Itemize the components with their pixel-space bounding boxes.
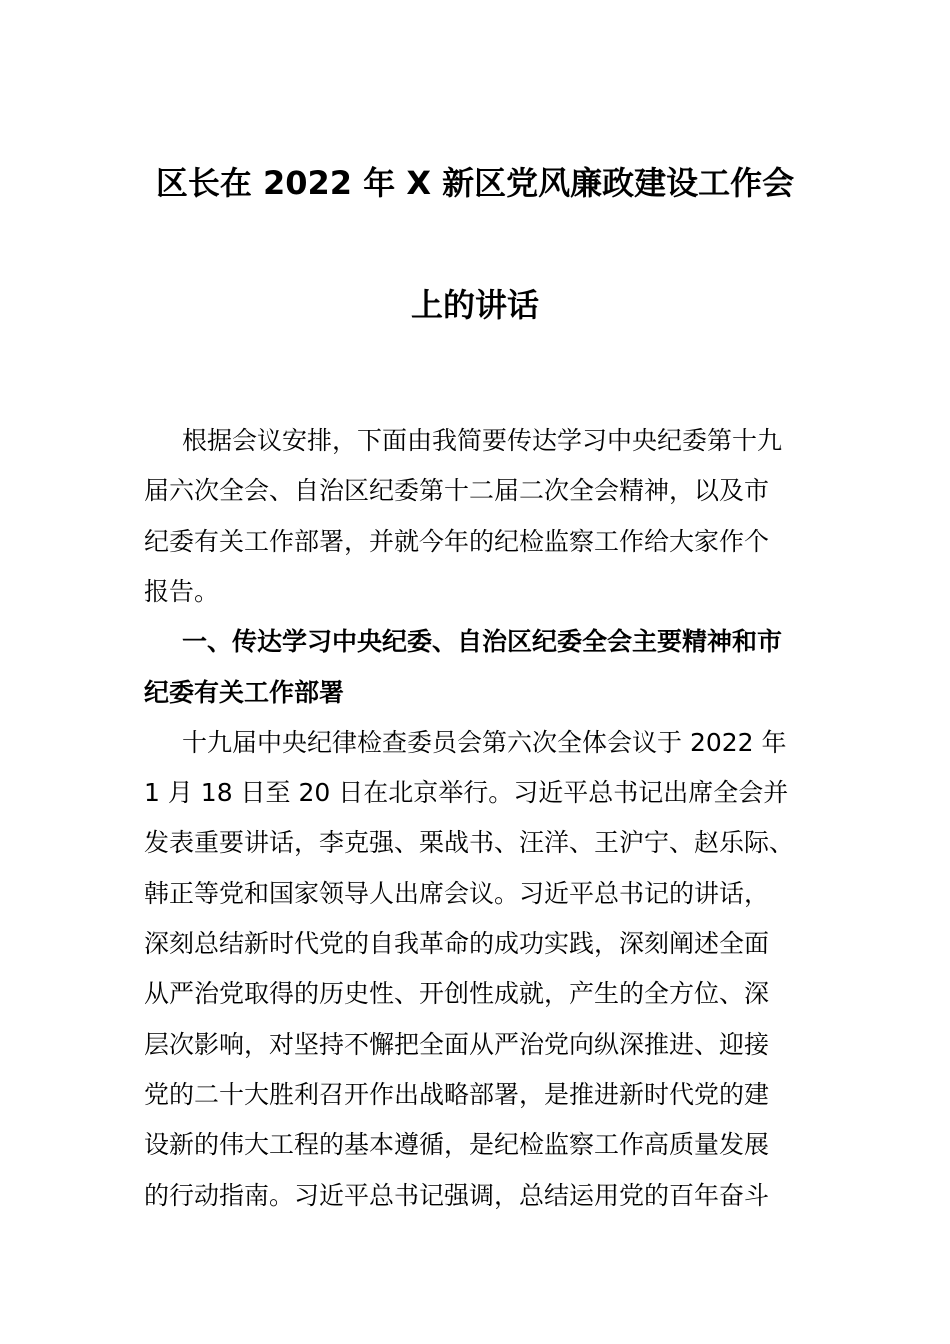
paragraph-line: 层次影响，对坚持不懈把全面从严治党向纵深推进、迎接 xyxy=(144,1029,770,1059)
paragraph-line: 发表重要讲话，李克强、栗战书、汪洋、王沪宁、赵乐际、 xyxy=(144,828,795,858)
document-title-line-1: 区长在 2022 年 X 新区党风廉政建设工作会 xyxy=(155,164,795,202)
paragraph-line: 1 月 18 日至 20 日在北京举行。习近平总书记出席全会并 xyxy=(144,778,789,808)
paragraph-line: 的行动指南。习近平总书记强调，总结运用党的百年奋斗 xyxy=(144,1180,770,1210)
paragraph-line: 届六次全会、自治区纪委第十二届二次全会精神，以及市 xyxy=(144,476,770,506)
section-heading-line: 纪委有关工作部署 xyxy=(144,677,345,707)
paragraph-line: 根据会议安排，下面由我简要传达学习中央纪委第十九 xyxy=(182,426,783,455)
paragraph-line: 报告。 xyxy=(144,576,220,606)
paragraph-line: 设新的伟大工程的基本遵循，是纪检监察工作高质量发展 xyxy=(144,1130,770,1160)
section-heading-line: 一、传达学习中央纪委、自治区纪委全会主要精神和市 xyxy=(182,627,783,657)
paragraph-line: 十九届中央纪律检查委员会第六次全体会议于 2022 年 xyxy=(182,727,787,757)
paragraph-line: 党的二十大胜利召开作出战略部署，是推进新时代党的建 xyxy=(144,1079,770,1109)
document-title-line-2: 上的讲话 xyxy=(410,286,539,324)
paragraph-line: 从严治党取得的历史性、开创性成就，产生的全方位、深 xyxy=(144,979,770,1009)
paragraph-line: 韩正等党和国家领导人出席会议。习近平总书记的讲话， xyxy=(144,878,770,908)
paragraph-line: 深刻总结新时代党的自我革命的成功实践，深刻阐述全面 xyxy=(144,929,770,958)
paragraph-line: 纪委有关工作部署，并就今年的纪检监察工作给大家作个 xyxy=(144,526,770,556)
